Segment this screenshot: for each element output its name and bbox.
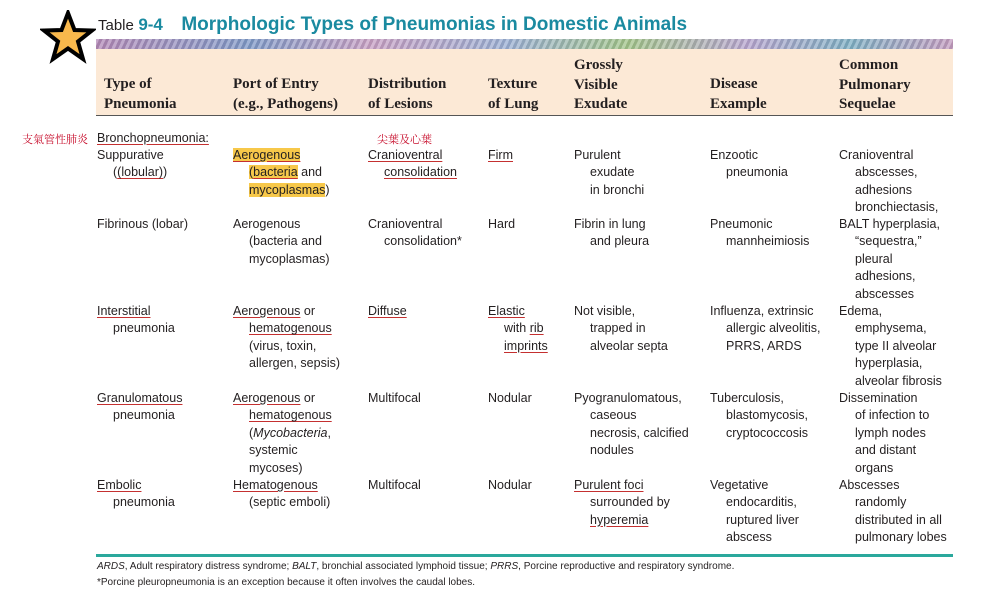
- table-row-fibrinous-disease: Pneumonic mannheimiosis: [710, 217, 810, 249]
- star-icon: [40, 10, 96, 64]
- table-row-granulomatous-distribution: Multifocal: [368, 391, 421, 405]
- table-row-interstitial-sequelae: Edema, emphysema, type II alveolar hyperplasia, alveolar fibrosis: [839, 304, 942, 388]
- table-row-interstitial-distribution: Diffuse: [368, 304, 407, 318]
- header-distribution: Distribution of Lesions: [368, 76, 447, 112]
- table-row-interstitial-type: Interstitial pneumonia: [97, 304, 175, 336]
- table-row-interstitial-exudate: Not visible, trapped in alveolar septa: [574, 304, 668, 353]
- table-row-interstitial-entry: Aerogenous or hematogenous (virus, toxin, allergen, sepsis): [233, 304, 341, 371]
- footnote-abbreviations: ARDS, Adult respiratory distress syndrome; BALT, bronchial associated lymphoid tissue; PRRS, Porcine reproductive and respiratory syndrome.: [97, 561, 735, 572]
- table-row-fibrinous-distribution: Cranioventral consolidation*: [368, 217, 462, 249]
- table-row-embolic-texture: Nodular: [488, 478, 532, 492]
- bacteria-word: bacteria: [253, 165, 298, 180]
- annotation-bronchopneumonia-zh: 支氣管性肺炎: [22, 133, 88, 146]
- table-row-suppurative-entry: Aerogenous (bacteria and mycoplasmas): [233, 148, 330, 197]
- table-row-granulomatous-sequelae: Dissemination of infection to lymph nodes and distant organs: [839, 391, 930, 475]
- table-row-embolic-distribution: Multifocal: [368, 478, 421, 492]
- table-row-granulomatous-entry: Aerogenous or hematogenous (Mycobacteria, systemic mycoses): [233, 391, 332, 475]
- table-row-interstitial-disease: Influenza, extrinsic allergic alveolitis, PRRS, ARDS: [710, 304, 821, 353]
- table-row-embolic-sequelae: Abscesses randomly distributed in all pulmonary lobes: [839, 478, 947, 545]
- table-row-suppurative-sequelae: Cranioventral abscesses, adhesions bronchiectasis,: [839, 148, 939, 215]
- table-row-suppurative-exudate: Purulent exudate in bronchi: [574, 148, 645, 197]
- header-exudate: Grossly Visible Exudate: [574, 57, 628, 112]
- footnote-asterisk: *Porcine pleuropneumonia is an exception because it often involves the caudal lobes.: [97, 577, 476, 588]
- table-row-fibrinous-entry: Aerogenous (bacteria and mycoplasmas): [233, 217, 330, 266]
- table-row-suppurative-distribution: Cranioventral consolidation: [368, 148, 457, 180]
- table-row-fibrinous-exudate: Fibrin in lung and pleura: [574, 217, 650, 249]
- table-row-granulomatous-texture: Nodular: [488, 391, 532, 405]
- table-bottom-rule: [96, 554, 953, 557]
- decorative-stripe: [96, 39, 953, 49]
- table-row-suppurative-disease: Enzootic pneumonia: [710, 148, 788, 180]
- header-type: Type of Pneumonia: [104, 76, 177, 112]
- table-row-interstitial-texture: Elastic with rib imprints: [488, 304, 548, 353]
- table-row-embolic-exudate: Purulent foci surrounded by hyperemia: [574, 478, 670, 527]
- table-number: 9-4: [138, 15, 163, 34]
- table-row-granulomatous-exudate: Pyogranulomatous, caseous necrosis, calcified nodules: [574, 391, 689, 458]
- table-row-embolic-entry: Hematogenous (septic emboli): [233, 478, 331, 510]
- table-row-fibrinous-texture: Hard: [488, 217, 516, 231]
- header-texture: Texture of Lung: [488, 76, 539, 112]
- table-row-suppurative-type: Suppurative ((lobular)): [97, 148, 168, 180]
- table-title: [98, 14, 687, 36]
- table-row-fibrinous-sequelae: BALT hyperplasia, “sequestra,” pleural adhesions, abscesses: [839, 217, 940, 301]
- table-row-granulomatous-type: Granulomatous pneumonia: [97, 391, 183, 423]
- table-label: Table: [98, 17, 134, 34]
- row-group-label: Bronchopneumonia:: [97, 131, 209, 145]
- table-row-embolic-disease: Vegetative endocarditis, ruptured liver abscess: [710, 478, 799, 545]
- table-row-granulomatous-disease: Tuberculosis, blastomycosis, cryptococcosis: [710, 391, 808, 440]
- table-row-suppurative-texture: Firm: [488, 148, 513, 162]
- header-entry: Port of Entry (e.g., Pathogens): [233, 76, 338, 112]
- header-sequelae: Common Pulmonary Sequelae: [839, 57, 911, 112]
- table-row-fibrinous-type: Fibrinous (lobar): [97, 217, 189, 231]
- table-row-embolic-type: Embolic pneumonia: [97, 478, 175, 510]
- annotation-cranioventral-zh: 尖葉及心葉: [377, 133, 432, 146]
- header-disease: Disease Example: [710, 76, 767, 112]
- table-heading: Morphologic Types of Pneumonias in Domestic Animals: [181, 14, 688, 35]
